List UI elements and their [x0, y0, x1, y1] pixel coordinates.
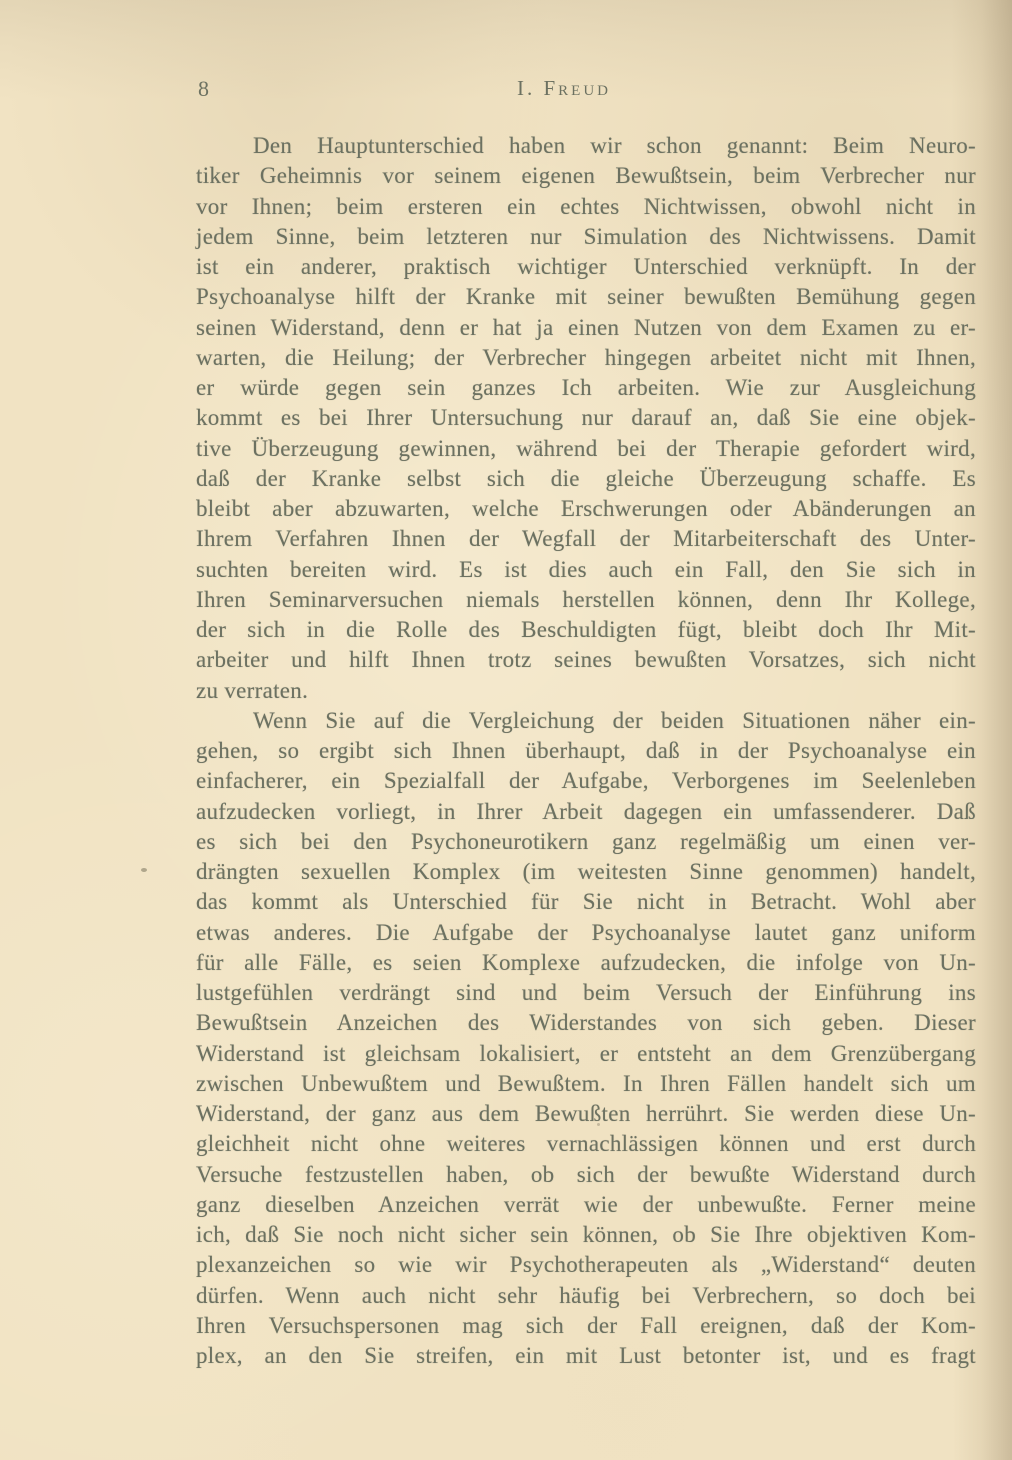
text-line: ganz dieselben Anzeichen verrät wie der unbewußte. Ferner meine — [196, 1191, 976, 1217]
text-line: aufzudecken vorliegt, in Ihrer Arbeit dagegen ein umfassenderer. Daß — [196, 798, 976, 824]
text-line: tive Überzeugung gewinnen, während bei der Therapie gefordert wird, — [196, 435, 976, 461]
text-line: warten, die Heilung; der Verbrecher hingegen arbeitet nicht mit Ihnen, — [196, 344, 976, 370]
text-line: gehen, so ergibt sich Ihnen überhaupt, daß in der Psychoanalyse ein — [196, 738, 976, 763]
text-line: seinen Widerstand, denn er hat ja einen Nutzen von dem Examen zu er- — [196, 314, 976, 340]
text-line: einfacherer, ein Spezialfall der Aufgabe, Verborgenes im Seelenleben — [196, 768, 976, 794]
text-line: für alle Fälle, es seien Komplexe aufzudecken, die infolge von Un- — [196, 949, 976, 975]
text-line: gleichheit nicht ohne weiteres vernachlässigen können und erst durch — [196, 1131, 976, 1157]
running-header: I. Freud — [516, 76, 611, 100]
text-line: Ihren Versuchspersonen mag sich der Fall ereignen, daß der Kom- — [196, 1312, 976, 1338]
text-line: ich, daß Sie noch nicht sicher sein können, ob Sie Ihre objektiven Kom- — [196, 1222, 976, 1247]
text-line: Ihren Seminarversuchen niemals herstellen können, denn Ihr Kollege, — [196, 586, 976, 612]
text-line: zwischen Unbewußtem und Bewußtem. In Ihren Fällen handelt sich um — [196, 1070, 976, 1096]
page-header — [196, 74, 976, 104]
text-line: Den Hauptunterschied haben wir schon genannt: Beim Neuro- — [253, 133, 976, 158]
text-line: Bewußtsein Anzeichen des Widerstandes von sich geben. Dieser — [196, 1010, 976, 1036]
text-line: lustgefühlen verdrängt sind und beim Versuch der Einführung ins — [196, 980, 976, 1005]
paragraph — [196, 131, 976, 706]
text-line: arbeiter und hilft Ihnen trotz seines bewußten Vorsatzes, sich nicht — [196, 647, 976, 673]
text-line: suchten bereiten wird. Es ist dies auch ein Fall, den Sie sich in — [196, 556, 976, 582]
text-line: es sich bei den Psychoneurotikern ganz regelmäßig um einen ver- — [196, 828, 976, 854]
text-line: vor Ihnen; beim ersteren ein echtes Nichtwissen, obwohl nicht in — [196, 193, 976, 219]
text-line: zu verraten. — [196, 677, 309, 703]
text-line: Psychoanalyse hilft der Kranke mit seiner bewußten Bemühung gegen — [196, 284, 976, 310]
text-line: er würde gegen sein ganzes Ich arbeiten. Wie zur Ausgleichung — [196, 375, 976, 400]
text-line: kommt es bei Ihrer Untersuchung nur darauf an, daß Sie eine objek- — [196, 405, 976, 431]
paper-speck — [597, 1123, 600, 1126]
text-line: Widerstand ist gleichsam lokalisiert, er entsteht an dem Grenzübergang — [196, 1040, 976, 1066]
page-number: 8 — [198, 76, 210, 101]
text-line: Versuche festzustellen haben, ob sich der bewußte Widerstand durch — [196, 1161, 976, 1187]
paragraph — [196, 706, 976, 1372]
text-line: das kommt als Unterschied für Sie nicht in Betracht. Wohl aber — [196, 889, 976, 915]
text-line: Wenn Sie auf die Vergleichung der beiden Situationen näher ein- — [253, 707, 976, 733]
text-line: etwas anderes. Die Aufgabe der Psychoanalyse lautet ganz uniform — [196, 919, 976, 945]
text-line: ist ein anderer, praktisch wichtiger Unterschied verknüpft. In der — [196, 254, 976, 279]
text-line: jedem Sinne, beim letzteren nur Simulation des Nichtwissens. Damit — [196, 223, 976, 249]
text-line: plex, an den Sie streifen, ein mit Lust betonter ist, und es fragt — [196, 1343, 976, 1368]
text-line: dürfen. Wenn auch nicht sehr häufig bei Verbrechern, so doch bei — [196, 1282, 976, 1308]
text-line: Ihrem Verfahren Ihnen der Wegfall der Mitarbeiterschaft des Unter- — [196, 526, 976, 552]
text-line: plexanzeichen so wie wir Psychotherapeuten als „Widerstand“ deuten — [196, 1252, 976, 1278]
text-line: bleibt aber abzuwarten, welche Erschwerungen oder Abänderungen an — [196, 496, 976, 521]
paper-speck — [141, 868, 147, 872]
text-line: drängten sexuellen Komplex (im weitesten Sinne genommen) handelt, — [196, 859, 976, 884]
text-line: tiker Geheimnis vor seinem eigenen Bewußtsein, beim Verbrecher nur — [196, 163, 976, 189]
text-line: daß der Kranke selbst sich die gleiche Überzeugung schaffe. Es — [196, 465, 976, 491]
text-line: der sich in die Rolle des Beschuldigten fügt, bleibt doch Ihr Mit- — [196, 617, 976, 642]
page-body — [196, 131, 976, 1371]
text-line: Widerstand, der ganz aus dem Bewußten herrührt. Sie werden diese Un- — [196, 1101, 976, 1126]
